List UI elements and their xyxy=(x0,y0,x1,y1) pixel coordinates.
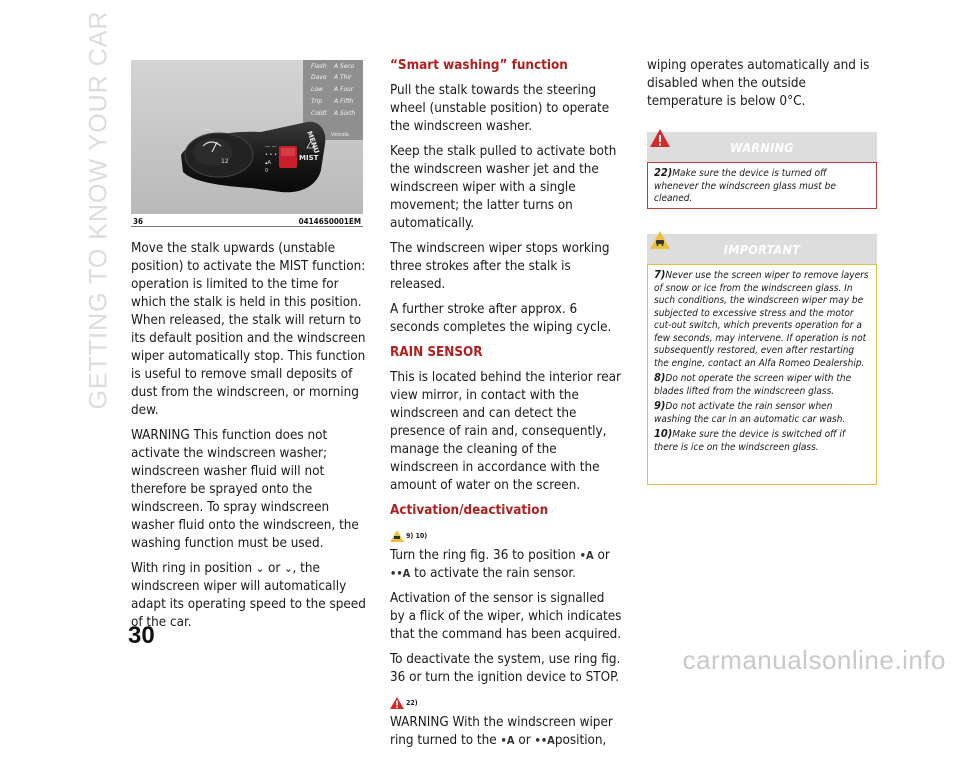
figure-number: 36 xyxy=(133,217,144,226)
warning-box-body xyxy=(647,162,877,209)
warning-box-header xyxy=(647,132,877,162)
warning-triangle-icon xyxy=(390,697,404,709)
ring-warning-paragraph: WARNING With the windscreen wiper ring turned to the •A or ••Aposition, xyxy=(390,715,613,748)
auto-wiper-high-icon: ••A xyxy=(390,567,411,580)
important-item: 7)Never use the screen wiper to remove layers of snow or ice from the windscreen glass. In such conditions, the windscreen wiper may be subjected to excessive stress and the motor cut-out switch, which prevents operation for a few seconds, may intervene. If operation is not subsequently restored, even after restarting the engine, contact an Alfa Romeo Dealership. xyxy=(654,268,869,369)
important-item: 10)Make sure the device is switched off if there is ice on the windscreen glass. xyxy=(654,427,846,453)
figure-wiper-stalk xyxy=(131,60,363,214)
smart-washing-heading: “Smart washing” function xyxy=(390,58,568,73)
svg-text:0: 0 xyxy=(265,168,269,174)
column-1 xyxy=(131,240,367,639)
activation-heading: Activation/deactivation xyxy=(390,503,549,518)
ring-position-paragraph: With ring in position ⌄ or ⌄, the windscreen wiper will automatically adapt its operating speed to the speed of the car. xyxy=(131,561,366,630)
display-label-2: Davo xyxy=(311,74,327,81)
important-box-title: IMPORTANT xyxy=(723,242,801,257)
auto-wiper-high-icon: ••A xyxy=(534,734,555,747)
figure-rule xyxy=(131,226,363,227)
important-box-body xyxy=(647,264,877,485)
smart-washing-paragraph-3: The windscreen wiper stops working three strokes after the stalk is released. xyxy=(390,241,610,292)
mist-function-paragraph: Move the stalk upwards (unstable position) to activate the MIST function: operation is limited to the time for which the stalk is held in this position. When released, the stalk will return to its default position and the windscreen wiper automatically stop. This function is useful to remove small deposits of dust from the windscreen, or morning dew. xyxy=(131,241,366,418)
mist-warning-paragraph: WARNING This function does not activate the windscreen washer; windscreen washer fluid will not therefore be sprayed onto the windscreen. To spray windscreen washer fluid onto the windscreen, the washing function must be used. xyxy=(131,428,359,551)
column-2 xyxy=(390,57,622,757)
wiper-stalk-illustration xyxy=(131,60,363,214)
display-label-1: Flash xyxy=(311,63,327,70)
stalk-label-menu: MENU xyxy=(305,129,321,155)
warning-box xyxy=(647,132,877,209)
activation-paragraph-1: Turn the ring fig. 36 to position •A or ••A to activate the rain sensor. xyxy=(390,548,610,581)
rain-sensor-paragraph: This is located behind the interior rear view mirror, in contact with the windscreen and can detect the presence of rain and, consequently, manage the cleaning of the windscreen in accordance with the amount of water on the screen. xyxy=(390,370,621,493)
smart-washing-paragraph-1: Pull the stalk towards the steering wheel (unstable position) to operate the windscreen washer. xyxy=(390,83,610,134)
rain-sensor-heading: RAIN SENSOR xyxy=(390,345,483,360)
site-watermark[interactable]: carmanualsonline.info xyxy=(682,645,946,675)
auto-wiper-icon: •A xyxy=(579,549,594,562)
deactivation-reference: 22) xyxy=(390,694,622,710)
display-label-4: Trip xyxy=(311,98,323,105)
wiper-intermittent-icon: ⌄ xyxy=(255,562,265,575)
warning-box-title: WARNING xyxy=(730,140,794,155)
display-line-2: A Thir xyxy=(334,74,352,81)
page-number: 30 xyxy=(128,622,155,649)
warning-item: 22)Make sure the device is turned off whenever the windscreen glass must be cleaned. xyxy=(654,166,836,204)
deactivation-paragraph: To deactivate the system, use ring fig. 36 or turn the ignition device to STOP. xyxy=(390,652,621,685)
rain-sensor-continuation: wiping operates automatically and is disabled when the outside temperature is below 0°C. xyxy=(647,58,870,109)
display-line-3: A Four xyxy=(334,86,354,93)
important-box xyxy=(647,234,877,485)
smart-washing-paragraph-2: Keep the stalk pulled to activate both the windscreen washer jet and the windscreen wiper with a single movement; the latter turns on automatically. xyxy=(390,144,617,231)
svg-text:— —: — — xyxy=(265,144,277,150)
important-item: 8)Do not operate the screen wiper with the blades lifted from the windscreen glass. xyxy=(654,371,852,397)
display-line-4: A Fifth xyxy=(334,98,354,105)
activation-reference: 9) 10) xyxy=(390,527,622,543)
section-side-title-text: GETTING TO KNOW YOUR CAR xyxy=(84,10,113,410)
auto-wiper-icon: •A xyxy=(500,734,515,747)
display-label-3: Low xyxy=(311,86,323,93)
svg-text:• • •: • • • xyxy=(265,152,278,158)
display-line-1: A Seco xyxy=(334,63,355,70)
wiper-speed-icon: ⌄ xyxy=(284,562,293,575)
display-line-5: A Sixth xyxy=(334,110,356,117)
display-label-5: Coldt xyxy=(311,110,327,117)
display-bottom-label: Veicolo xyxy=(331,132,349,138)
important-box-header xyxy=(647,234,877,264)
stalk-label-mist: MIST xyxy=(299,154,319,162)
figure-code: 04146S0001EM xyxy=(298,217,361,226)
activation-paragraph-2: Activation of the sensor is signalled by a flick of the wiper, which indicates that the command has been acquired. xyxy=(390,591,622,642)
section-side-title xyxy=(78,10,120,410)
column-3 xyxy=(647,57,879,118)
important-item: 9)Do not activate the rain sensor when washing the car in an automatic car wash. xyxy=(654,399,846,425)
smart-washing-paragraph-4: A further stroke after approx. 6 seconds completes the wiping cycle. xyxy=(390,302,612,335)
svg-text:12: 12 xyxy=(221,158,229,165)
svg-text:▴A: ▴A xyxy=(265,160,271,166)
car-caution-icon xyxy=(390,530,404,542)
